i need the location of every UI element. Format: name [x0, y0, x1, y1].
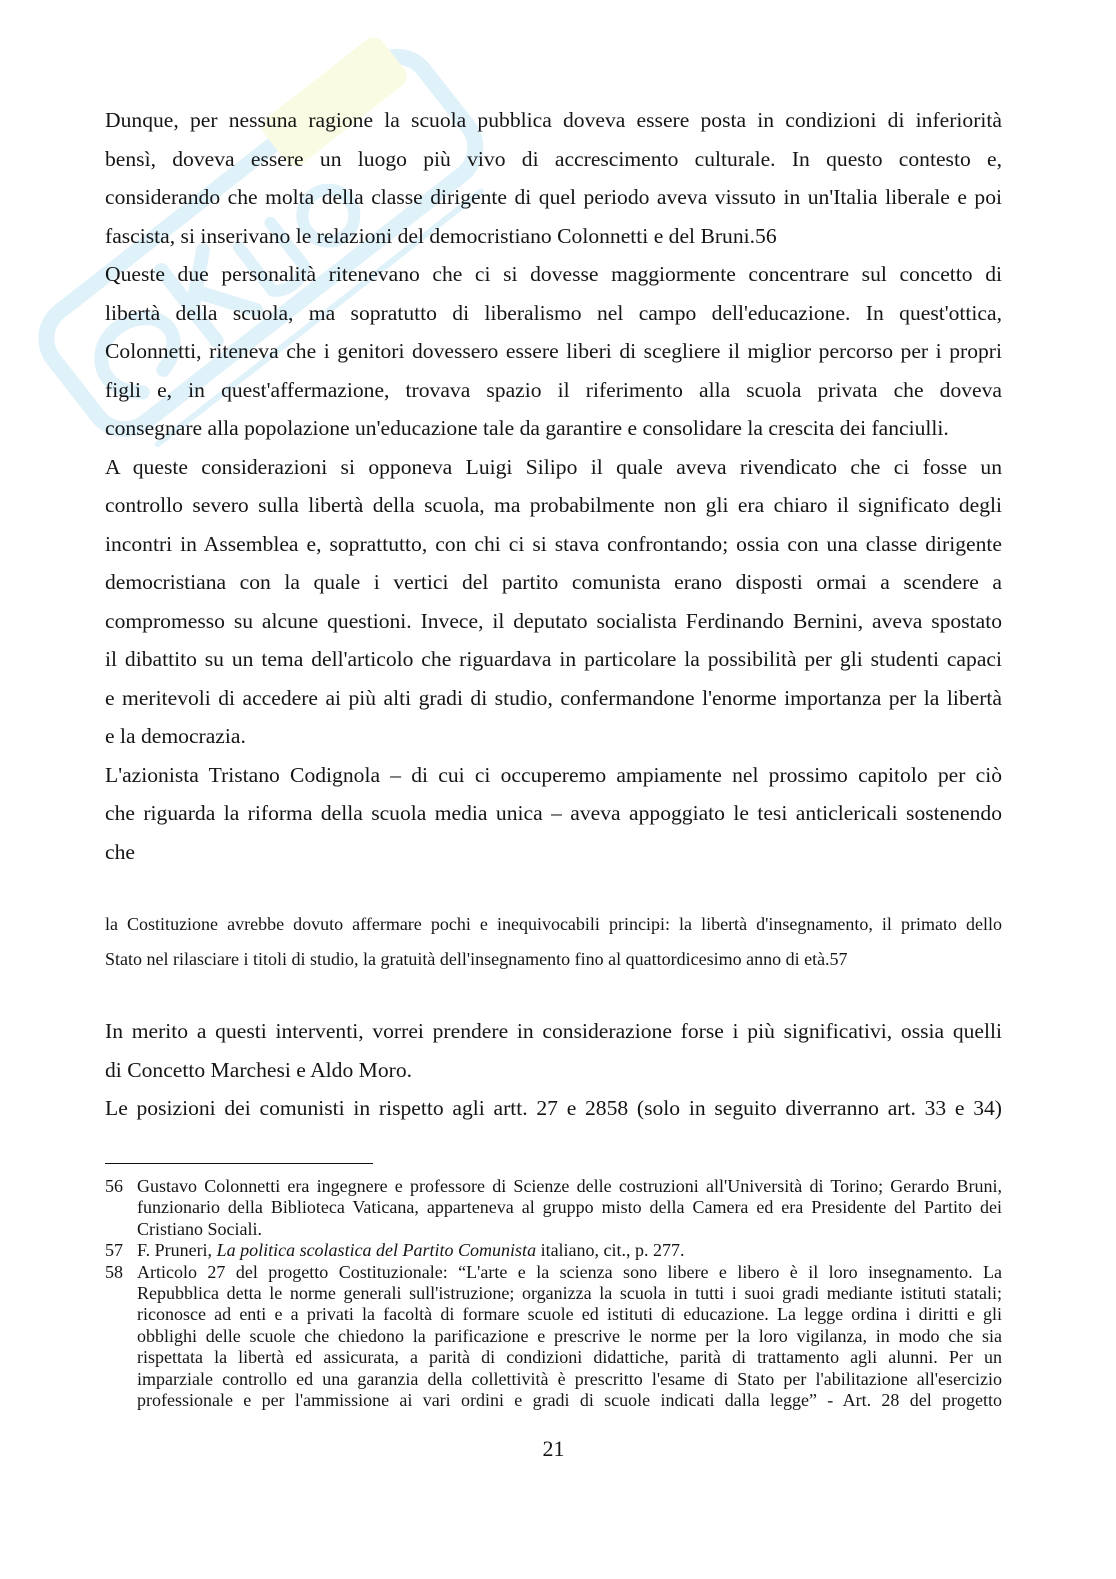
- text-line: figli e, in quest'affermazione, trovava spazio il riferimento alla scuola privata che doveva: [105, 377, 1002, 402]
- footnote-line: riconosce ad enti e a privati la facoltà di formare scuole ed istituti di educazione. La legge ordina i diritti e gli: [137, 1304, 1002, 1325]
- main-text: [105, 101, 1002, 871]
- footnote-text: [137, 1240, 1002, 1261]
- footnote-56: [105, 1176, 1002, 1240]
- footnote-text: [137, 1262, 1002, 1412]
- paragraph-4: [105, 756, 1002, 872]
- footnote-line: Articolo 27 del progetto Costituzionale: “L'arte e la scienza sono libere e libero è il loro insegnamento. La: [137, 1261, 1002, 1282]
- text-line: il dibattito su un tema dell'articolo che riguardava in particolare la possibilità per gli studenti capaci: [105, 647, 1002, 671]
- text-line: incontri in Assemblea e, soprattutto, con chi ci si stava confrontando; ossia con una classe dirigente: [105, 531, 1002, 556]
- text-line: democristiana con la quale i vertici del partito comunista erano disposti ormai a scendere a: [105, 570, 1002, 594]
- footnote-line: Gustavo Colonnetti era ingegnere e professore di Scienze delle costruzioni all'Università di Torino; Gerardo Bruni,: [137, 1176, 1002, 1196]
- quote-line: Stato nel rilasciare i titoli di studio, la gratuità dell'insegnamento fino al quattordicesimo anno di età.57: [105, 949, 848, 969]
- text-line: bensì, doveva essere un luogo più vivo di accrescimento culturale. In questo contesto e,: [105, 146, 1002, 171]
- footnote-58: [105, 1262, 1002, 1412]
- text-line: e la democrazia.: [105, 724, 246, 748]
- footnote-line: professionale e per l'ammissione ai vari ordini e gradi di scuole indicati dalla legge” - Art. 28 del progetto: [137, 1389, 1002, 1410]
- text-line: che: [105, 839, 135, 864]
- page-number: 21: [542, 1436, 565, 1461]
- paragraph-2: [105, 255, 1002, 448]
- text-line: L'azionista Tristano Codignola – di cui ci occuperemo ampiamente nel prossimo capitolo per ciò: [105, 762, 1002, 787]
- footnote-number: 57: [105, 1240, 123, 1261]
- footnote-citation: italiano, cit., p. 277.: [536, 1240, 685, 1261]
- text-line: controllo severo sulla libertà della scuola, ma probabilmente non gli era chiaro il significato degli: [105, 493, 1002, 517]
- text-line: Le posizioni dei comunisti in rispetto agli artt. 27 e 2858 (solo in seguito diverranno art. 33 e 34): [105, 1096, 1002, 1120]
- text-line: Colonnetti, riteneva che i genitori dovessero essere liberi di scegliere il miglior percorso per i propri: [105, 339, 1002, 363]
- main-text-continued: [105, 1012, 1002, 1128]
- footnotes: [105, 1176, 1002, 1411]
- paragraph-6: [105, 1089, 1002, 1128]
- footnote-number: 58: [105, 1261, 123, 1282]
- footnote-line: funzionario della Biblioteca Vaticana, apparteneva al gruppo misto della Camera ed era Presidente del Partito dei: [137, 1197, 1002, 1218]
- text-line: e meritevoli di accedere ai più alti gradi di studio, confermandone l'enorme importanza per la libertà: [105, 685, 1002, 710]
- footnote-line: Repubblica detta le norme generali sull'istruzione; organizza la scuola in tutti i suoi gradi mediante istituti statali;: [137, 1282, 1002, 1303]
- text-line: libertà della scuola, ma sopratutto di liberalismo nel campo dell'educazione. In quest'ottica,: [105, 300, 1002, 325]
- paragraph-5: [105, 1012, 1002, 1089]
- text-line: di Concetto Marchesi e Aldo Moro.: [105, 1057, 413, 1082]
- footnote-book-title: La politica scolastica del Partito Comunista: [216, 1240, 537, 1261]
- text-line: fascista, si inserivano le relazioni del democristiano Colonnetti e del Bruni.56: [105, 223, 777, 248]
- text-line: considerando che molta della classe dirigente di quel periodo aveva vissuto in un'Italia liberale e poi: [105, 185, 1002, 209]
- text-line: consegnare alla popolazione un'educazione tale da garantire e consolidare la crescita dei fanciulli.: [105, 416, 949, 440]
- text-line: Dunque, per nessuna ragione la scuola pubblica doveva essere posta in condizioni di inferiorità: [105, 108, 1002, 132]
- footnote-line: rispettata la libertà ed assicurata, a parità di condizioni didattiche, parità di trattamento agli alunni. Per un: [137, 1347, 1002, 1368]
- text-line: Queste due personalità ritenevano che ci si dovesse maggiormente concentrare sul concetto di: [105, 262, 1002, 286]
- footnote-text: [137, 1176, 1002, 1240]
- text-line: compromesso su alcune questioni. Invece, il deputato socialista Ferdinando Bernini, aveva spostato: [105, 608, 1002, 633]
- footnote-line: obblighi delle scuole che chiedono la parificazione e prescrive le norme per la loro vigilanza, in modo che sia: [137, 1325, 1002, 1346]
- block-quote: [105, 907, 1002, 977]
- footnote-line: imparziale controllo ed una garanzia della collettività è prescritto l'esame di Stato per l'abilitazione all'esercizio: [137, 1368, 1002, 1389]
- text-line: A queste considerazioni si opponeva Luigi Silipo il quale aveva rivendicato che ci fosse un: [105, 454, 1002, 479]
- paragraph-1: [105, 101, 1002, 255]
- paragraph-3: [105, 448, 1002, 756]
- footnote-separator: [105, 1163, 373, 1164]
- footnote-57: [105, 1240, 1002, 1261]
- text-line: che riguarda la riforma della scuola media unica – aveva appoggiato le tesi anticlericali sostenendo: [105, 801, 1002, 825]
- footnote-author: F. Pruneri,: [137, 1240, 217, 1261]
- quote-line: la Costituzione avrebbe dovuto affermare pochi e inequivocabili principi: la libertà d'insegnamento, il primato dello: [105, 914, 1002, 934]
- text-line: In merito a questi interventi, vorrei prendere in considerazione forse i più significativi, ossia quelli: [105, 1019, 1002, 1043]
- footnote-number: 56: [105, 1176, 123, 1196]
- footnote-line: Cristiano Sociali.: [137, 1218, 262, 1239]
